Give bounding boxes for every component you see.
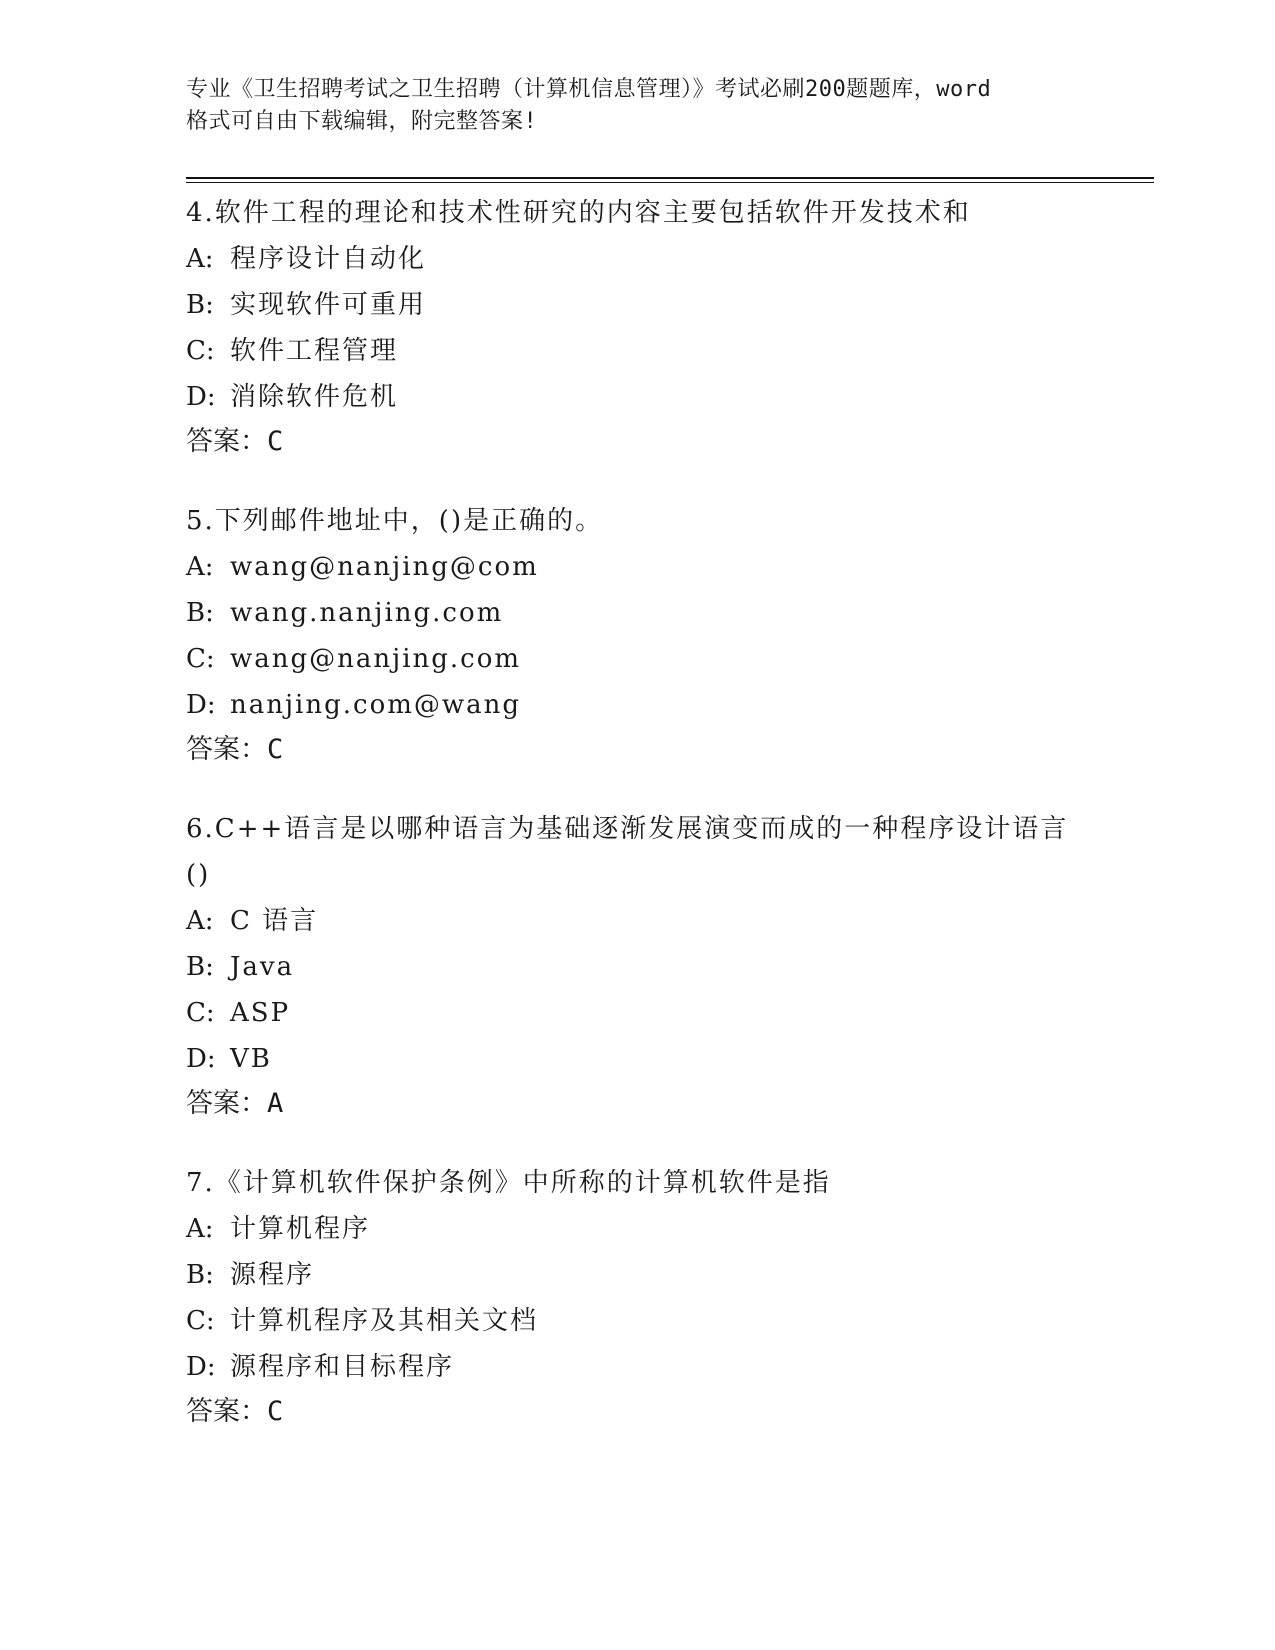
question-title: 7.《计算机软件保护条例》中所称的计算机软件是指 — [186, 1168, 831, 1198]
option-d — [186, 1036, 1146, 1082]
option-text: 软件工程管理 — [230, 336, 399, 366]
option-text: C 语言 — [230, 906, 319, 936]
option-d — [186, 1344, 1146, 1390]
answer-line: 答案：C — [186, 734, 284, 765]
question-6 — [186, 806, 1146, 1126]
option-a — [186, 898, 1146, 944]
option-text: 源程序和目标程序 — [230, 1352, 455, 1382]
option-c — [186, 328, 1146, 374]
header-line-2: 格式可自由下载编辑，附完整答案! — [186, 109, 538, 134]
option-text: wang@nanjing.com — [230, 644, 522, 674]
header-line-1: 专业《卫生招聘考试之卫生招聘（计算机信息管理）》考试必刷200题题库，word — [186, 77, 992, 102]
option-text: Java — [230, 952, 295, 982]
option-a — [186, 1206, 1146, 1252]
option-d — [186, 374, 1146, 420]
header-divider-thick — [186, 177, 1154, 179]
option-a — [186, 544, 1146, 590]
question-list — [186, 190, 1146, 1468]
question-title: 6.C++语言是以哪种语言为基础逐渐发展演变而成的一种程序设计语言 — [186, 814, 1069, 844]
option-b — [186, 1252, 1146, 1298]
option-text: VB — [230, 1044, 272, 1074]
question-title: 4.软件工程的理论和技术性研究的内容主要包括软件开发技术和 — [186, 198, 971, 228]
option-text: wang.nanjing.com — [230, 598, 504, 628]
question-4 — [186, 190, 1146, 464]
option-letter: D: — [186, 382, 216, 412]
option-b — [186, 944, 1146, 990]
option-b — [186, 282, 1146, 328]
option-letter: C: — [186, 336, 215, 366]
option-letter: A: — [186, 244, 214, 274]
question-7 — [186, 1160, 1146, 1434]
option-text: wang@nanjing@com — [230, 552, 539, 582]
option-text: nanjing.com@wang — [230, 690, 522, 720]
option-c — [186, 636, 1146, 682]
option-text: 源程序 — [230, 1260, 315, 1290]
option-letter: D: — [186, 690, 216, 720]
option-letter: B: — [186, 1260, 214, 1290]
option-c — [186, 990, 1146, 1036]
option-letter: C: — [186, 1306, 215, 1336]
option-text: 计算机程序 — [230, 1214, 371, 1244]
option-letter: D: — [186, 1044, 216, 1074]
option-text: 实现软件可重用 — [230, 290, 427, 320]
option-letter: A: — [186, 906, 214, 936]
option-letter: D: — [186, 1352, 216, 1382]
question-title: 5.下列邮件地址中，()是正确的。 — [186, 506, 604, 536]
option-d — [186, 682, 1146, 728]
question-5 — [186, 498, 1146, 772]
header-divider-thin — [186, 182, 1154, 183]
answer-line: 答案：A — [186, 1088, 284, 1119]
option-text: 消除软件危机 — [230, 382, 399, 412]
option-text: ASP — [230, 998, 291, 1028]
question-title-continuation: () — [186, 860, 211, 890]
answer-line: 答案：C — [186, 1396, 284, 1427]
option-a — [186, 236, 1146, 282]
document-header — [186, 74, 1086, 138]
option-text: 程序设计自动化 — [230, 244, 427, 274]
option-letter: C: — [186, 644, 215, 674]
option-letter: B: — [186, 952, 214, 982]
option-letter: C: — [186, 998, 215, 1028]
option-text: 计算机程序及其相关文档 — [230, 1306, 539, 1336]
option-letter: A: — [186, 1214, 214, 1244]
option-letter: B: — [186, 290, 214, 320]
option-b — [186, 590, 1146, 636]
option-letter: B: — [186, 598, 214, 628]
answer-line: 答案：C — [186, 426, 284, 457]
option-letter: A: — [186, 552, 214, 582]
option-c — [186, 1298, 1146, 1344]
